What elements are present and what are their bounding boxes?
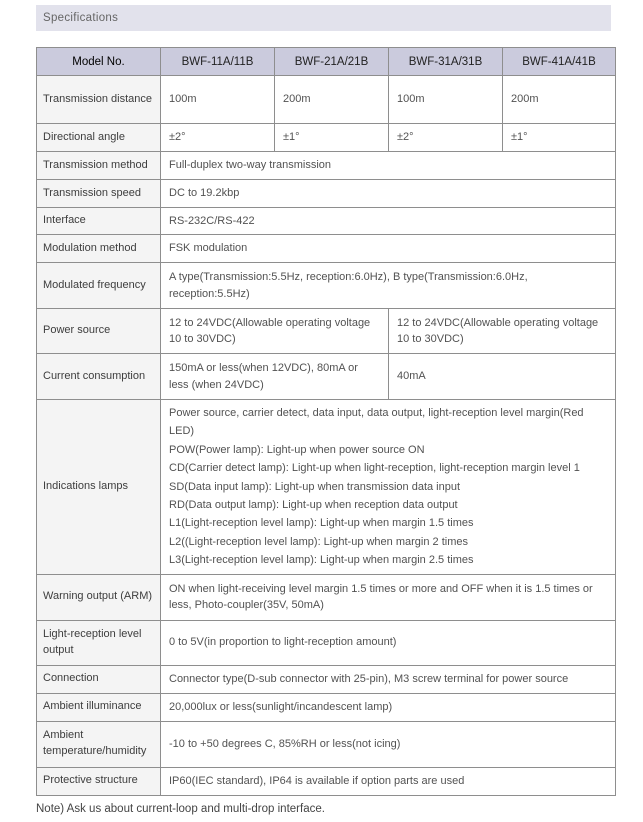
cell-value (161, 400, 616, 575)
section-title-band (36, 5, 611, 31)
cell-value: 12 to 24VDC(Allowable operating voltage 10 to 30VDC) (389, 309, 616, 354)
cell-value: 20,000lux or less(sunlight/incandescent lamp) (161, 693, 616, 721)
row-label: Indications lamps (37, 400, 161, 575)
table-row-ambient-illuminance (37, 693, 616, 721)
model-header-bwf41: BWF-41A/41B (503, 48, 616, 76)
cell-value: 200m (275, 76, 389, 124)
table-row-transmission-speed (37, 180, 616, 208)
model-no-header: Model No. (37, 48, 161, 76)
table-row-indications-lamps (37, 400, 616, 575)
lamp-line: L3(Light-reception level lamp): Light-up when margin 2.5 times (169, 554, 474, 567)
lamp-line: SD(Data input lamp): Light-up when transmission data input (169, 480, 461, 493)
table-row-ambient-temperature-humidity (37, 721, 616, 767)
row-label: Light-reception level output (37, 620, 161, 665)
lamp-line: POW(Power lamp): Light-up when power source ON (169, 443, 425, 456)
lamp-line: LED) (169, 425, 195, 438)
cell-value: 100m (389, 76, 503, 124)
table-row-light-reception-level-output (37, 620, 616, 665)
table-row-power-source (37, 309, 616, 354)
row-label: Transmission speed (37, 180, 161, 208)
cell-value: IP60(IEC standard), IP64 is available if option parts are used (161, 767, 616, 795)
table-row-transmission-method (37, 152, 616, 180)
footnote: Note) Ask us about current-loop and multi-drop interface. (36, 802, 325, 815)
cell-value: Connector type(D-sub connector with 25-pin), M3 screw terminal for power source (161, 665, 616, 693)
cell-value: 40mA (389, 354, 616, 400)
lamp-line: Power source, carrier detect, data input, data output, light-reception level margin(Red (169, 407, 584, 419)
table-header-row (37, 48, 616, 76)
table-row-connection (37, 665, 616, 693)
table-row-modulated-frequency (37, 263, 616, 309)
model-header-bwf31: BWF-31A/31B (389, 48, 503, 76)
cell-value: RS-232C/RS-422 (161, 208, 616, 235)
row-label: Protective structure (37, 767, 161, 795)
model-header-bwf11: BWF-11A/11B (161, 48, 275, 76)
table-row-transmission-distance (37, 76, 616, 124)
row-label: Ambient temperature/humidity (37, 721, 161, 767)
cell-value: A type(Transmission:5.5Hz, reception:6.0Hz), B type(Transmission:6.0Hz, reception:5.5Hz) (161, 263, 616, 309)
cell-value: ±2° (389, 124, 503, 152)
table-row-directional-angle (37, 124, 616, 152)
section-title: Specifications (43, 12, 119, 24)
lamp-line: L1(Light-reception level lamp): Light-up when margin 1.5 times (169, 517, 474, 530)
row-label: Modulated frequency (37, 263, 161, 309)
row-label: Interface (37, 208, 161, 235)
row-label: Modulation method (37, 235, 161, 263)
table-row-interface (37, 208, 616, 235)
model-header-bwf21: BWF-21A/21B (275, 48, 389, 76)
cell-value: Full-duplex two-way transmission (161, 152, 616, 180)
cell-value: 12 to 24VDC(Allowable operating voltage 10 to 30VDC) (161, 309, 389, 354)
table-row-current-consumption (37, 354, 616, 400)
row-label: Directional angle (37, 124, 161, 152)
cell-value: DC to 19.2kbp (161, 180, 616, 208)
specifications-table (36, 47, 616, 796)
lamp-line: L2((Light-reception level lamp): Light-up when margin 2 times (169, 535, 468, 548)
cell-value: 0 to 5V(in proportion to light-reception amount) (161, 620, 616, 665)
lamp-line: RD(Data output lamp): Light-up when reception data output (169, 499, 458, 512)
cell-value: FSK modulation (161, 235, 616, 263)
cell-value: 150mA or less(when 12VDC), 80mA or less (when 24VDC) (161, 354, 389, 400)
cell-value: ±1° (503, 124, 616, 152)
cell-value: ±1° (275, 124, 389, 152)
cell-value: 100m (161, 76, 275, 124)
row-label: Warning output (ARM) (37, 574, 161, 620)
cell-value: -10 to +50 degrees C, 85%RH or less(not icing) (161, 721, 616, 767)
lamp-line: CD(Carrier detect lamp): Light-up when light-reception, light-reception margin level 1 (169, 462, 580, 475)
table-row-warning-output (37, 574, 616, 620)
row-label: Ambient illuminance (37, 693, 161, 721)
table-row-modulation-method (37, 235, 616, 263)
row-label: Transmission distance (37, 76, 161, 124)
cell-value: ON when light-receiving level margin 1.5 times or more and OFF when it is 1.5 times or less, Photo-coupler(35V, 50mA) (161, 574, 616, 620)
cell-value: ±2° (161, 124, 275, 152)
table-row-protective-structure (37, 767, 616, 795)
row-label: Connection (37, 665, 161, 693)
row-label: Current consumption (37, 354, 161, 400)
row-label: Transmission method (37, 152, 161, 180)
cell-value: 200m (503, 76, 616, 124)
row-label: Power source (37, 309, 161, 354)
